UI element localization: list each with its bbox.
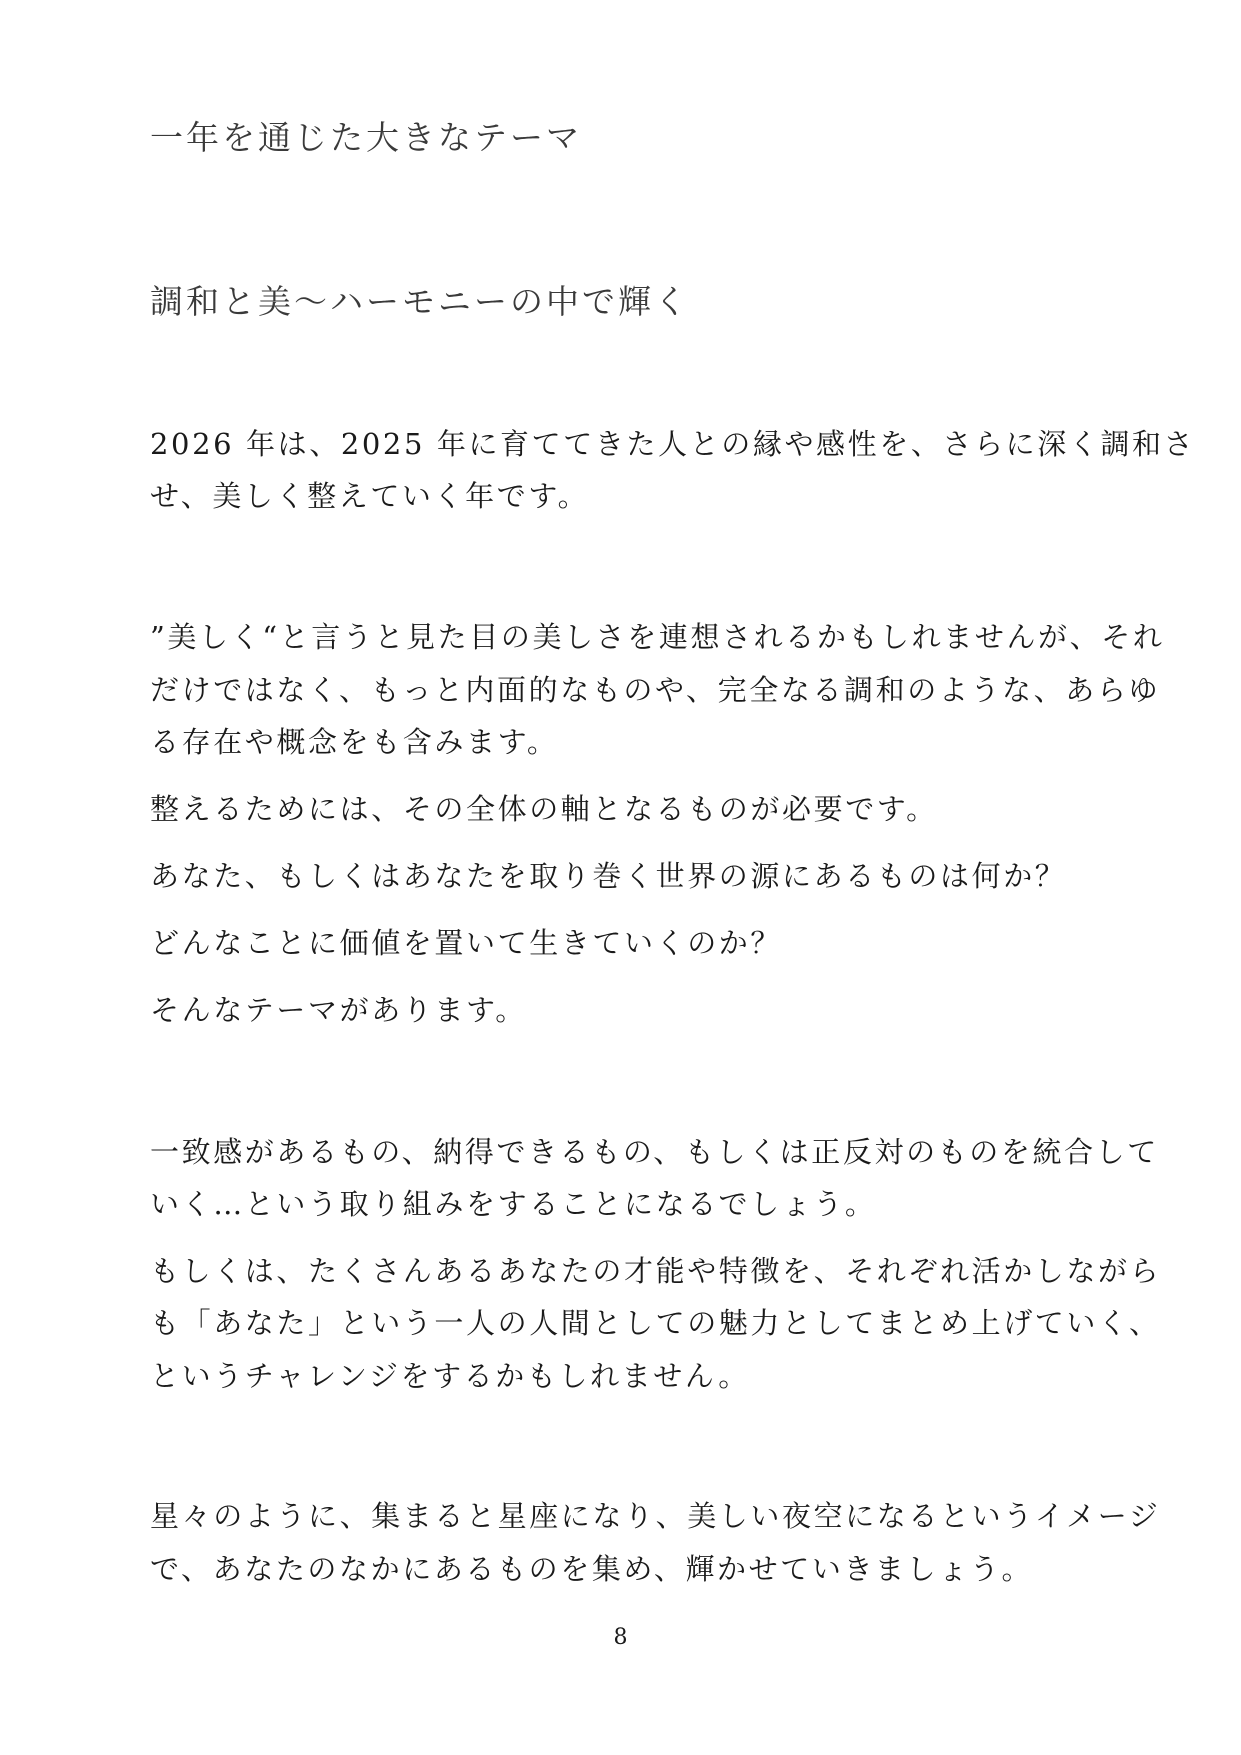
paragraph-line: そんなテーマがあります。	[150, 993, 527, 1027]
paragraph-line: どんなことに価値を置いて生きていくのか？	[150, 926, 783, 960]
paragraph-line: で、あなたのなかにあるものを集め、輝かせていきましょう。	[150, 1552, 1034, 1586]
page-number: 8	[613, 1625, 628, 1650]
paragraph-line: ”美しく“と言うと見た目の美しさを連想されるかもしれませんが、それ	[150, 620, 1165, 654]
paragraph-line: る存在や概念をも含みます。	[150, 725, 559, 759]
paragraph-line: 整えるためには、その全体の軸となるものが必要です。	[150, 792, 938, 826]
paragraph-line: も「あなた」という一人の人間としての魅力としてまとめ上げていく、	[150, 1306, 1161, 1340]
paragraph-line: というチャレンジをするかもしれません。	[150, 1359, 750, 1393]
theme-title: 調和と美〜ハーモニーの中で輝く	[150, 282, 690, 321]
paragraph-line: 2026 年は、2025 年に育ててきた人との縁や感性を、さらに深く調和さ	[150, 427, 1196, 461]
paragraph-line: 一致感があるもの、納得できるもの、もしくは正反対のものを統合して	[150, 1135, 1159, 1169]
paragraph-line: 星々のように、集まると星座になり、美しい夜空になるというイメージ	[150, 1499, 1161, 1533]
section-heading: 一年を通じた大きなテーマ	[150, 118, 582, 157]
paragraph-line: せ、美しく整えていく年です。	[150, 479, 590, 513]
paragraph-line: いく…という取り組みをすることになるでしょう。	[150, 1187, 877, 1221]
paragraph-line: だけではなく、もっと内面的なものや、完全なる調和のような、あらゆ	[150, 673, 1161, 707]
paragraph-line: あなた、もしくはあなたを取り巻く世界の源にあるものは何か？	[150, 859, 1067, 893]
paragraph-line: もしくは、たくさんあるあなたの才能や特徴を、それぞれ活かしながら	[150, 1254, 1162, 1288]
